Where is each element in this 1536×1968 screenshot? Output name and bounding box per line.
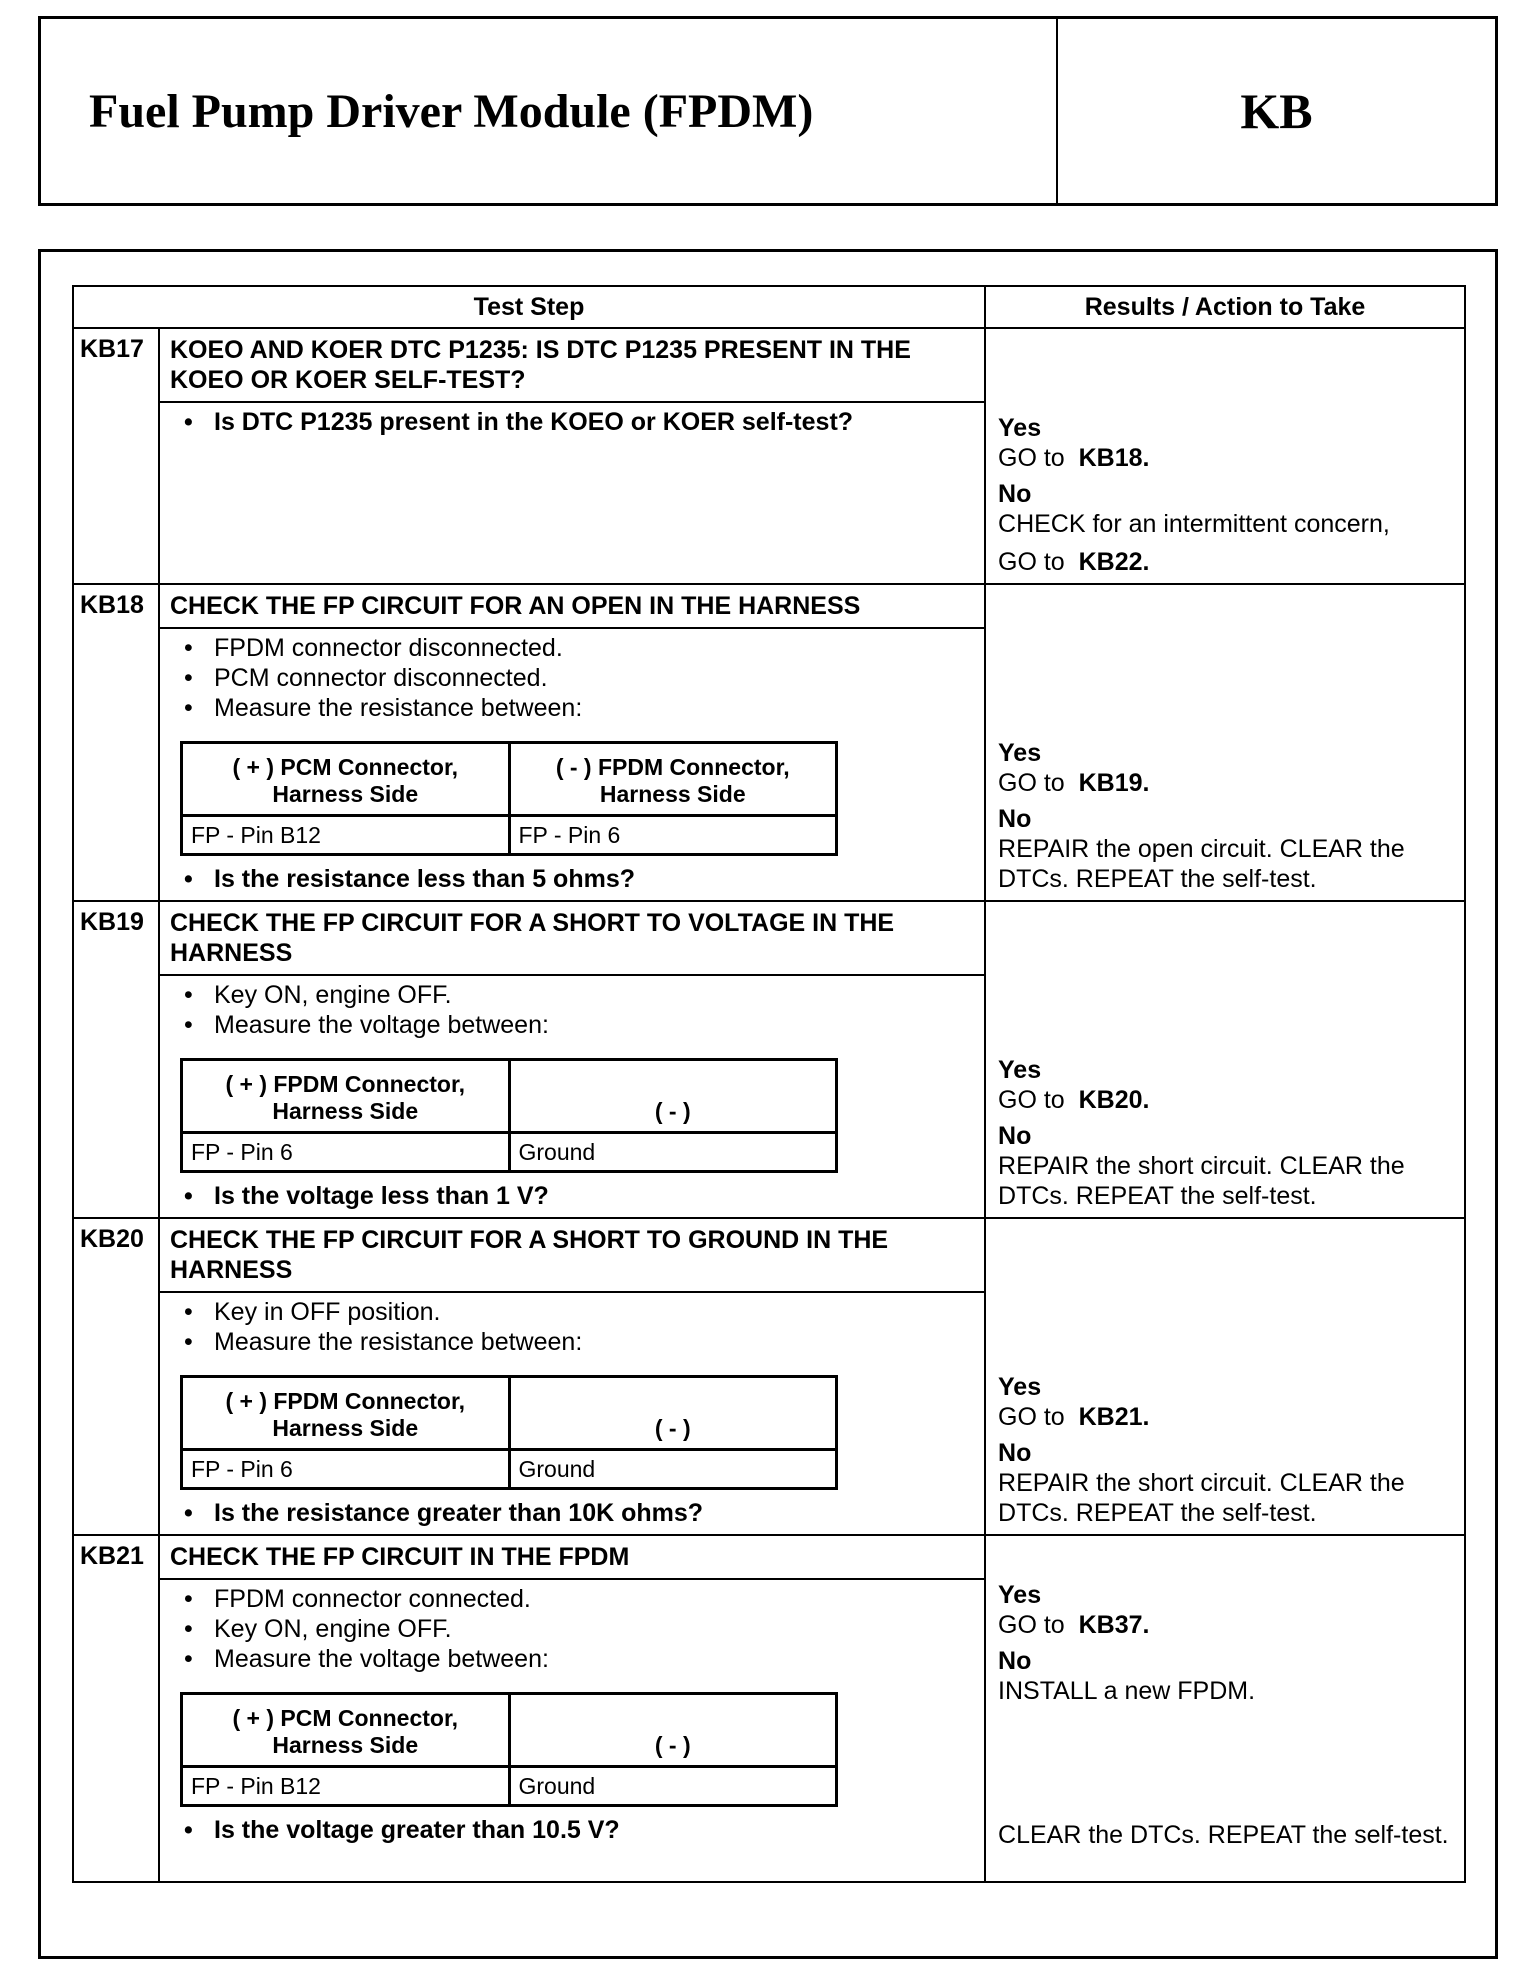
yes-action: GO to: [998, 444, 1065, 472]
yes-target: KB37.: [1078, 1611, 1150, 1639]
step-bullet: • FPDM connector connected.: [184, 1584, 974, 1614]
step-id: KB17: [73, 328, 159, 584]
step-body: [159, 975, 985, 1218]
meas-header-positive: ( + ) FPDM Connector, Harness Side: [182, 1060, 510, 1133]
yes-target: KB18.: [1078, 444, 1150, 472]
step-bullet: • PCM connector disconnected.: [184, 663, 974, 693]
step-body: [159, 1292, 985, 1535]
step-results: [985, 328, 1465, 584]
yes-label: Yes: [998, 414, 1042, 442]
no-action: REPAIR the short circuit. CLEAR the DTCs. REPEAT the self-test.: [998, 1152, 1405, 1210]
meas-header-positive: ( + ) PCM Connector, Harness Side: [182, 743, 510, 816]
step-bullet: • Measure the voltage between:: [184, 1644, 974, 1674]
yes-label: Yes: [998, 1056, 1042, 1084]
meas-cell-positive: FP - Pin B12: [182, 1767, 510, 1806]
yes-label: Yes: [998, 1373, 1042, 1401]
step-results: [985, 901, 1465, 1218]
step-title-row: [73, 328, 1465, 402]
step-body: [159, 628, 985, 901]
step-title: CHECK THE FP CIRCUIT FOR AN OPEN IN THE HARNESS: [159, 584, 985, 628]
no-action: INSTALL a new FPDM.: [998, 1677, 1256, 1705]
yes-target: KB20.: [1078, 1086, 1150, 1114]
no-label: No: [998, 805, 1032, 833]
step-title: CHECK THE FP CIRCUIT FOR A SHORT TO GROUND IN THE HARNESS: [159, 1218, 985, 1292]
results-header: Results / Action to Take: [985, 286, 1465, 328]
yes-action: GO to: [998, 769, 1065, 797]
step-title-row: [73, 901, 1465, 975]
yes-label: Yes: [998, 739, 1042, 767]
no-label: No: [998, 1122, 1032, 1150]
step-question: • Is the resistance greater than 10K ohms?: [184, 1498, 974, 1528]
step-body: [159, 402, 985, 584]
meas-header-positive: ( + ) FPDM Connector, Harness Side: [182, 1377, 510, 1450]
step-title-row: [73, 1535, 1465, 1579]
test-step-header: Test Step: [73, 286, 985, 328]
step-title: KOEO AND KOER DTC P1235: IS DTC P1235 PRESENT IN THE KOEO OR KOER SELF-TEST?: [159, 328, 985, 402]
no-label: No: [998, 1647, 1032, 1675]
step-question: • Is the voltage less than 1 V?: [184, 1181, 974, 1211]
step-bullet: • Measure the voltage between:: [184, 1010, 974, 1040]
no-action: CHECK for an intermittent concern,: [998, 510, 1390, 538]
measurement-table: [180, 741, 838, 856]
yes-target: KB21.: [1078, 1403, 1150, 1431]
measurement-table: [180, 1692, 838, 1807]
no-label: No: [998, 1439, 1032, 1467]
page-title: Fuel Pump Driver Module (FPDM): [41, 19, 1058, 203]
step-question: • Is the voltage greater than 10.5 V?: [184, 1815, 974, 1845]
meas-header-positive: ( + ) PCM Connector, Harness Side: [182, 1694, 510, 1767]
no-action-goto: GO to: [998, 548, 1065, 576]
step-title-row: [73, 584, 1465, 628]
section-code: KB: [1240, 83, 1313, 139]
yes-action: GO to: [998, 1086, 1065, 1114]
step-id: KB19: [73, 901, 159, 1218]
step-question: • Is the resistance less than 5 ohms?: [184, 864, 974, 894]
step-bullet: • FPDM connector disconnected.: [184, 633, 974, 663]
no-target: KB22.: [1078, 548, 1150, 576]
page-header: [38, 16, 1498, 206]
meas-cell-positive: FP - Pin 6: [182, 1133, 510, 1172]
measurement-table: [180, 1058, 838, 1173]
step-bullet: • Measure the resistance between:: [184, 693, 974, 723]
no-label: No: [998, 480, 1032, 508]
yes-action: GO to: [998, 1611, 1065, 1639]
yes-action: GO to: [998, 1403, 1065, 1431]
meas-header-negative: ( - ) FPDM Connector, Harness Side: [509, 743, 837, 816]
step-title-row: [73, 1218, 1465, 1292]
meas-cell-negative: Ground: [509, 1133, 837, 1172]
meas-header-negative: ( - ): [509, 1377, 837, 1450]
no-action: REPAIR the open circuit. CLEAR the DTCs. REPEAT the self-test.: [998, 835, 1405, 893]
step-body: [159, 1579, 985, 1882]
step-results: [985, 1535, 1465, 1882]
measurement-table: [180, 1375, 838, 1490]
step-title: CHECK THE FP CIRCUIT IN THE FPDM: [159, 1535, 985, 1579]
yes-label: Yes: [998, 1581, 1042, 1609]
step-results: [985, 1218, 1465, 1535]
step-bullet: • Key ON, engine OFF.: [184, 980, 974, 1010]
meas-cell-positive: FP - Pin 6: [182, 1450, 510, 1489]
meas-cell-positive: FP - Pin B12: [182, 816, 510, 855]
meas-cell-negative: FP - Pin 6: [509, 816, 837, 855]
step-bullet: • Key in OFF position.: [184, 1297, 974, 1327]
step-question: • Is DTC P1235 present in the KOEO or KOER self-test?: [184, 407, 974, 437]
no-action: REPAIR the short circuit. CLEAR the DTCs. REPEAT the self-test.: [998, 1469, 1405, 1527]
step-title: CHECK THE FP CIRCUIT FOR A SHORT TO VOLTAGE IN THE HARNESS: [159, 901, 985, 975]
yes-target: KB19.: [1078, 769, 1150, 797]
step-results: [985, 584, 1465, 901]
step-bullet: • Measure the resistance between:: [184, 1327, 974, 1357]
test-step-table: [72, 285, 1466, 1883]
meas-cell-negative: Ground: [509, 1767, 837, 1806]
table-header-row: [73, 286, 1465, 328]
step-id: KB21: [73, 1535, 159, 1882]
meas-header-negative: ( - ): [509, 1694, 837, 1767]
meas-header-negative: ( - ): [509, 1060, 837, 1133]
step-bullet: • Key ON, engine OFF.: [184, 1614, 974, 1644]
step-note: CLEAR the DTCs. REPEAT the self-test.: [998, 1821, 1449, 1849]
step-id: KB18: [73, 584, 159, 901]
step-id: KB20: [73, 1218, 159, 1535]
meas-cell-negative: Ground: [509, 1450, 837, 1489]
